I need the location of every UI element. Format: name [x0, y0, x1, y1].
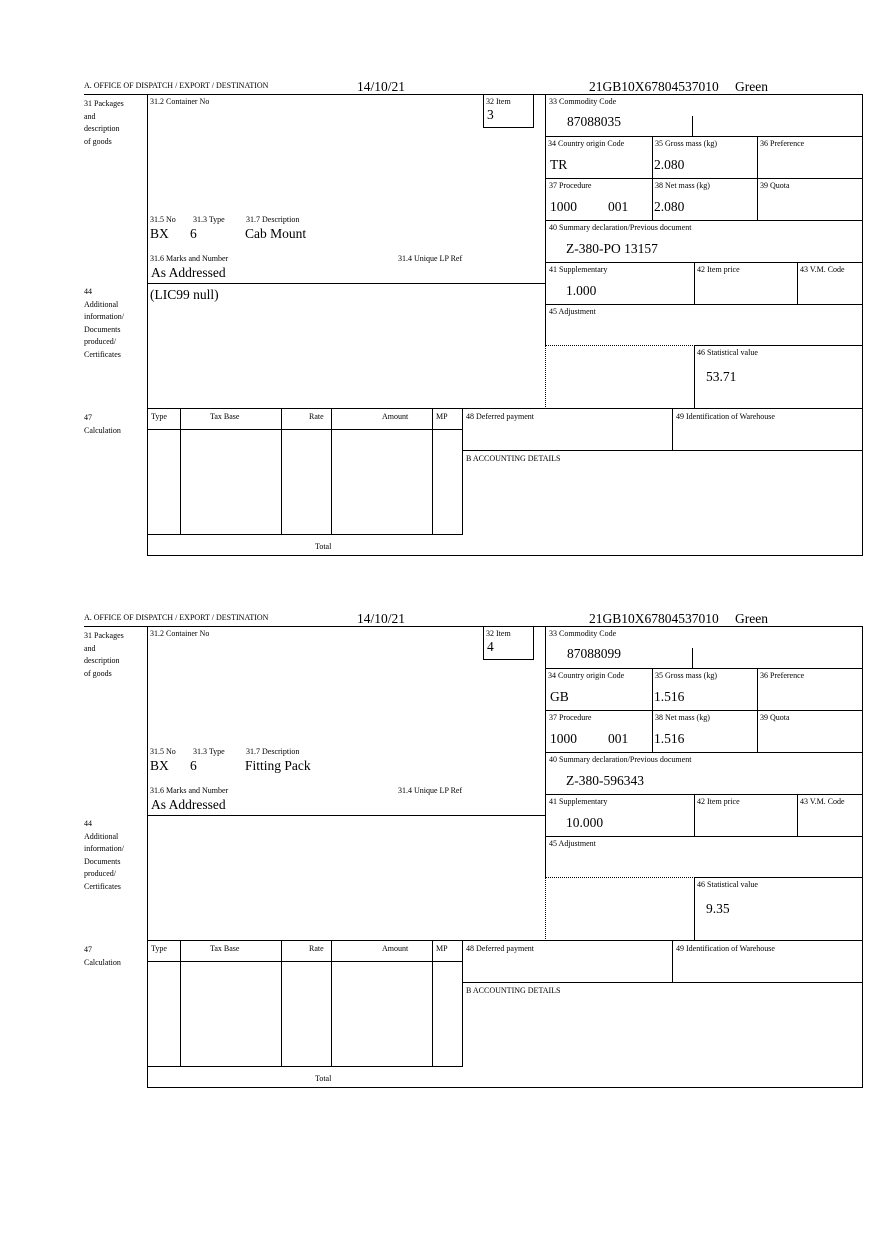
grid-line — [652, 136, 653, 220]
grid-line — [862, 94, 863, 556]
grid-line — [432, 408, 433, 535]
grid-line — [672, 408, 673, 451]
grid-line — [692, 116, 693, 137]
additional-info-label: 44 Additional information/ Documents produced/ Certificates — [84, 819, 124, 891]
unique-lp-label: 31.4 Unique LP Ref — [398, 254, 463, 263]
container-no-label: 31.2 Container No — [150, 629, 210, 638]
statistical-value: 9.35 — [706, 901, 730, 916]
summary-declaration-label: 40 Summary declaration/Previous document — [549, 223, 692, 232]
grid-line — [180, 940, 181, 1067]
grid-line — [545, 794, 863, 795]
grid-line — [545, 178, 863, 179]
no-value: BX — [150, 758, 169, 773]
type-label: 31.3 Type — [193, 747, 225, 756]
grid-line — [692, 648, 693, 669]
grid-line — [694, 262, 695, 305]
grid-line — [147, 283, 546, 284]
calculation-label: 47 Calculation — [84, 413, 121, 435]
calculation-label: 47 Calculation — [84, 945, 121, 967]
statistical-value-label: 46 Statistical value — [697, 880, 758, 889]
supplementary-value: 10.000 — [566, 815, 604, 830]
accounting-details-label: B ACCOUNTING DETAILS — [466, 454, 561, 463]
vm-code-label: 43 V.M. Code — [800, 797, 845, 806]
grid-line — [545, 752, 863, 753]
summary-declaration-value: Z-380-596343 — [566, 773, 644, 788]
commodity-code-value: 87088099 — [567, 646, 621, 661]
quota-label: 39 Quota — [760, 181, 790, 190]
net-mass-label: 38 Net mass (kg) — [655, 181, 710, 190]
declaration-form — [0, 78, 882, 578]
grid-line — [797, 794, 798, 837]
grid-line — [672, 940, 673, 983]
summary-declaration-label: 40 Summary declaration/Previous document — [549, 755, 692, 764]
deferred-payment-label: 48 Deferred payment — [466, 412, 534, 421]
gross-mass-value: 1.516 — [654, 689, 685, 704]
description-value: Cab Mount — [245, 226, 307, 241]
declaration-form — [0, 610, 882, 1110]
no-label: 31.5 No — [150, 747, 176, 756]
supplementary-label: 41 Supplementary — [549, 797, 608, 806]
dotted-line — [545, 877, 546, 941]
grid-line — [757, 668, 758, 752]
grid-line — [797, 262, 798, 305]
dotted-line — [545, 345, 546, 409]
grid-line — [652, 668, 653, 752]
grid-line — [695, 345, 863, 346]
grid-line — [545, 836, 863, 837]
grid-line — [462, 940, 463, 1067]
grid-line — [147, 408, 863, 409]
net-mass-value: 2.080 — [654, 199, 685, 214]
col-rate-header: Rate — [309, 944, 324, 953]
country-origin-value: GB — [550, 689, 569, 704]
grid-line — [545, 304, 863, 305]
item-value: 3 — [487, 107, 494, 122]
marks-label: 31.6 Marks and Number — [150, 254, 229, 263]
description-label: 31.7 Description — [246, 215, 300, 224]
marks-value: As Addressed — [151, 265, 226, 280]
item-value: 4 — [487, 639, 494, 654]
grid-line — [545, 710, 863, 711]
grid-line — [432, 940, 433, 1067]
grid-line — [147, 940, 863, 941]
deferred-payment-label: 48 Deferred payment — [466, 944, 534, 953]
col-type-header: Type — [151, 412, 167, 421]
marks-label: 31.6 Marks and Number — [150, 786, 229, 795]
gross-mass-value: 2.080 — [654, 157, 685, 172]
packages-label: 31 Packages and description of goods — [84, 99, 124, 146]
col-tax-base-header: Tax Base — [210, 944, 240, 953]
procedure-label: 37 Procedure — [549, 181, 592, 190]
col-amount-header: Amount — [382, 944, 409, 953]
gross-mass-label: 35 Gross mass (kg) — [655, 671, 717, 680]
supplementary-value: 1.000 — [566, 283, 597, 298]
col-type-header: Type — [151, 944, 167, 953]
commodity-code-label: 33 Commodity Code — [549, 97, 617, 106]
preference-label: 36 Preference — [760, 671, 805, 680]
supplementary-label: 41 Supplementary — [549, 265, 608, 274]
grid-line — [694, 345, 695, 409]
item-price-label: 42 Item price — [697, 265, 740, 274]
declaration-reference: 21GB10X67804537010 — [589, 79, 719, 94]
additional-info-label: 44 Additional information/ Documents produced/ Certificates — [84, 287, 124, 359]
country-origin-value: TR — [550, 157, 568, 172]
grid-line — [694, 877, 695, 941]
no-label: 31.5 No — [150, 215, 176, 224]
net-mass-value: 1.516 — [654, 731, 685, 746]
grid-line — [147, 815, 546, 816]
vm-code-label: 43 V.M. Code — [800, 265, 845, 274]
procedure-value: 1000 — [550, 199, 577, 214]
grid-line — [695, 877, 863, 878]
additional-info-value: (LIC99 null) — [150, 287, 219, 302]
grid-line — [84, 94, 863, 95]
type-value: 6 — [190, 226, 197, 241]
marks-value: As Addressed — [151, 797, 226, 812]
grid-line — [281, 408, 282, 535]
item-price-label: 42 Item price — [697, 797, 740, 806]
col-mp-header: MP — [436, 412, 448, 421]
dotted-line — [545, 345, 695, 346]
col-tax-base-header: Tax Base — [210, 412, 240, 421]
col-mp-header: MP — [436, 944, 448, 953]
accounting-details-label: B ACCOUNTING DETAILS — [466, 986, 561, 995]
warehouse-label: 49 Identification of Warehouse — [676, 944, 775, 953]
office-label: A. OFFICE OF DISPATCH / EXPORT / DESTINATION — [84, 613, 269, 622]
commodity-code-value: 87088035 — [567, 114, 621, 129]
description-value: Fitting Pack — [245, 758, 311, 773]
grid-line — [545, 668, 863, 669]
col-rate-header: Rate — [309, 412, 324, 421]
grid-line — [694, 794, 695, 837]
net-mass-label: 38 Net mass (kg) — [655, 713, 710, 722]
warehouse-label: 49 Identification of Warehouse — [676, 412, 775, 421]
grid-line — [281, 940, 282, 1067]
grid-line — [757, 136, 758, 220]
container-no-label: 31.2 Container No — [150, 97, 210, 106]
col-amount-header: Amount — [382, 412, 409, 421]
total-label: Total — [315, 1074, 332, 1083]
country-origin-label: 34 Country origin Code — [548, 139, 625, 148]
preference-label: 36 Preference — [760, 139, 805, 148]
item-label: 32 Item — [486, 629, 511, 638]
grid-line — [331, 408, 332, 535]
type-label: 31.3 Type — [193, 215, 225, 224]
office-label: A. OFFICE OF DISPATCH / EXPORT / DESTINATION — [84, 81, 269, 90]
grid-line — [545, 136, 863, 137]
route-status: Green — [735, 611, 768, 626]
grid-line — [147, 1066, 463, 1067]
grid-line — [147, 626, 148, 1088]
country-origin-label: 34 Country origin Code — [548, 671, 625, 680]
adjustment-label: 45 Adjustment — [549, 839, 596, 848]
grid-line — [545, 220, 863, 221]
summary-declaration-value: Z-380-PO 13157 — [566, 241, 658, 256]
grid-line — [147, 94, 148, 556]
procedure-value: 1000 — [550, 731, 577, 746]
procedure-extra-value: 001 — [608, 731, 629, 746]
grid-line — [84, 626, 863, 627]
grid-line — [147, 1087, 863, 1088]
description-label: 31.7 Description — [246, 747, 300, 756]
packages-label: 31 Packages and description of goods — [84, 631, 124, 678]
item-label: 32 Item — [486, 97, 511, 106]
no-value: BX — [150, 226, 169, 241]
grid-line — [147, 961, 463, 962]
adjustment-label: 45 Adjustment — [549, 307, 596, 316]
total-label: Total — [315, 542, 332, 551]
grid-line — [462, 450, 863, 451]
statistical-value: 53.71 — [706, 369, 737, 384]
grid-line — [545, 262, 863, 263]
grid-line — [147, 429, 463, 430]
declaration-reference: 21GB10X67804537010 — [589, 611, 719, 626]
statistical-value-label: 46 Statistical value — [697, 348, 758, 357]
grid-line — [462, 982, 863, 983]
quota-label: 39 Quota — [760, 713, 790, 722]
grid-line — [462, 408, 463, 535]
route-status: Green — [735, 79, 768, 94]
grid-line — [331, 940, 332, 1067]
unique-lp-label: 31.4 Unique LP Ref — [398, 786, 463, 795]
grid-line — [147, 534, 463, 535]
gross-mass-label: 35 Gross mass (kg) — [655, 139, 717, 148]
commodity-code-label: 33 Commodity Code — [549, 629, 617, 638]
procedure-extra-value: 001 — [608, 199, 629, 214]
declaration-date: 14/10/21 — [357, 611, 406, 626]
grid-line — [862, 626, 863, 1088]
declaration-date: 14/10/21 — [357, 79, 406, 94]
grid-line — [147, 555, 863, 556]
dotted-line — [545, 877, 695, 878]
procedure-label: 37 Procedure — [549, 713, 592, 722]
type-value: 6 — [190, 758, 197, 773]
grid-line — [180, 408, 181, 535]
